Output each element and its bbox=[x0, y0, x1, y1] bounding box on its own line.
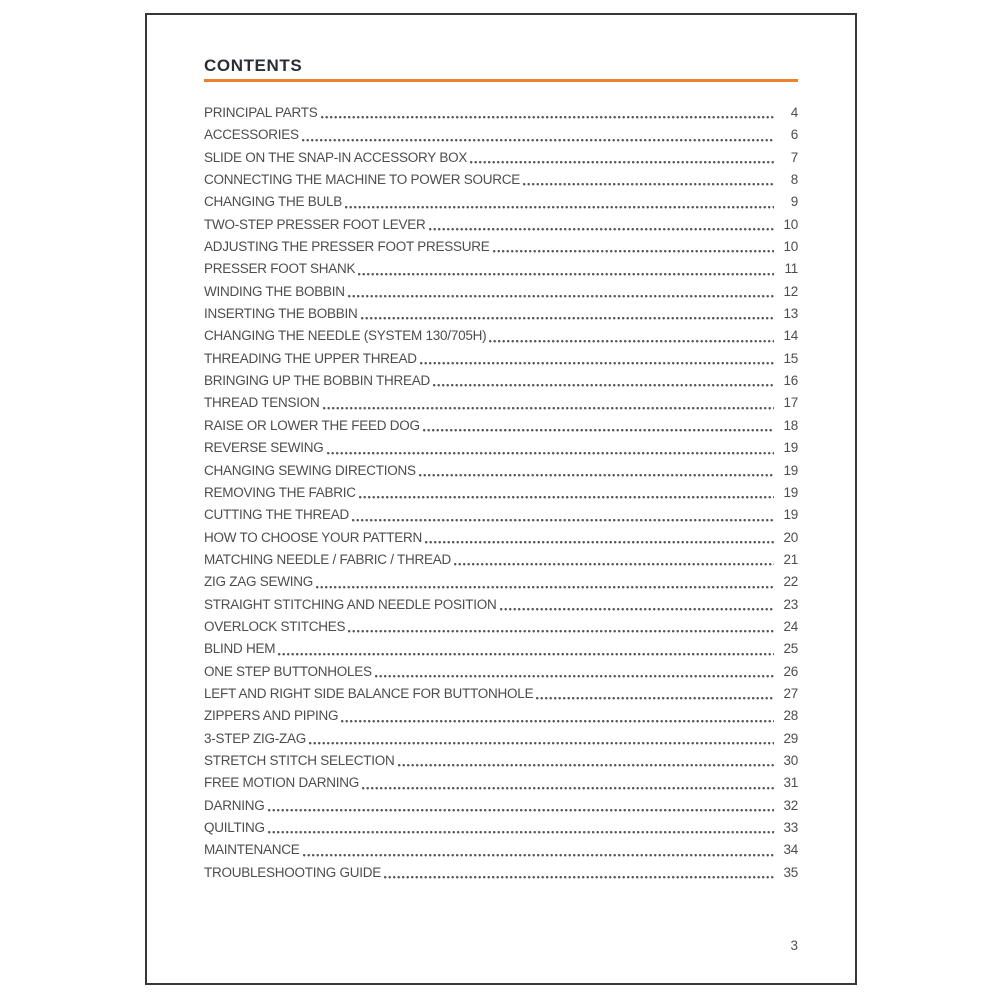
toc-entry-page: 10 bbox=[783, 239, 798, 255]
toc-leader-dots bbox=[303, 839, 774, 861]
toc-entry-page: 21 bbox=[783, 551, 798, 567]
toc-entry-page: 11 bbox=[784, 261, 798, 277]
toc-entry-title: OVERLOCK STITCHES bbox=[204, 618, 346, 634]
toc-entry-page: 30 bbox=[783, 752, 798, 768]
toc-row bbox=[204, 102, 798, 124]
toc-leader-dots bbox=[302, 124, 774, 146]
toc-entry-title: PRINCIPAL PARTS bbox=[204, 105, 318, 120]
toc-leader-dots bbox=[419, 460, 774, 482]
toc-leader-dots bbox=[523, 169, 774, 191]
toc-entry-page: 26 bbox=[783, 663, 798, 679]
toc-entry-title: FREE MOTION DARNING bbox=[204, 775, 360, 791]
page-number: 3 bbox=[790, 938, 798, 953]
toc-leader-dots bbox=[423, 415, 774, 437]
toc-entry-title: ZIPPERS AND PIPING bbox=[204, 708, 339, 724]
toc-entry-page: 19 bbox=[783, 484, 798, 500]
toc-leader-dots bbox=[268, 817, 774, 839]
toc-entry-page: 19 bbox=[783, 507, 798, 523]
toc-leader-dots bbox=[316, 571, 774, 593]
toc-row bbox=[204, 460, 798, 482]
toc-row bbox=[204, 437, 798, 459]
toc-entry-title: INSERTING THE BOBBIN bbox=[204, 306, 358, 322]
toc-entry-page: 27 bbox=[783, 685, 798, 701]
toc-leader-dots bbox=[361, 303, 774, 325]
toc-entry-page: 10 bbox=[783, 216, 798, 232]
heading-accent-rule bbox=[204, 79, 798, 82]
toc-entry-page: 15 bbox=[783, 350, 798, 366]
toc-entry-title: TROUBLESHOOTING GUIDE bbox=[204, 864, 382, 880]
toc-entry-title: 3-STEP ZIG-ZAG bbox=[204, 730, 307, 746]
toc-entry-title: STRETCH STITCH SELECTION bbox=[204, 752, 395, 768]
toc-entry-page: 34 bbox=[783, 842, 798, 858]
toc-leader-dots bbox=[493, 236, 774, 258]
contents-heading: CONTENTS bbox=[204, 56, 303, 75]
toc-leader-dots bbox=[352, 504, 774, 526]
toc-entry-title: BRINGING UP THE BOBBIN THREAD bbox=[204, 373, 431, 389]
toc-leader-dots bbox=[500, 594, 774, 616]
toc-entry-page: 18 bbox=[783, 417, 798, 433]
toc-row bbox=[204, 281, 798, 303]
toc-leader-dots bbox=[384, 862, 774, 884]
toc-row bbox=[204, 839, 798, 861]
toc-leader-dots bbox=[309, 728, 774, 750]
toc-entry-title: THREADING THE UPPER THREAD bbox=[204, 350, 417, 366]
toc-entry-title: WINDING THE BOBBIN bbox=[204, 283, 345, 299]
toc-entry-page: 25 bbox=[783, 641, 798, 657]
toc-entry-title: STRAIGHT STITCHING AND NEEDLE POSITION bbox=[204, 596, 497, 612]
toc-leader-dots bbox=[327, 437, 774, 459]
toc-leader-dots bbox=[489, 325, 774, 347]
toc-leader-dots bbox=[341, 705, 774, 727]
toc-entry-page: 35 bbox=[783, 864, 798, 880]
toc-row bbox=[204, 325, 798, 347]
toc-leader-dots bbox=[278, 638, 774, 660]
toc-entry-page: 24 bbox=[783, 618, 798, 634]
toc-row bbox=[204, 370, 798, 392]
toc-row bbox=[204, 772, 798, 794]
toc-entry-title: DARNING bbox=[204, 797, 265, 813]
toc-entry-title: REVERSE SEWING bbox=[204, 440, 324, 456]
toc-row bbox=[204, 392, 798, 414]
toc-row bbox=[204, 258, 798, 280]
toc-entry-page: 19 bbox=[783, 440, 798, 456]
toc-entry-page: 12 bbox=[783, 283, 798, 299]
toc-entry-title: LEFT AND RIGHT SIDE BALANCE FOR BUTTONHOLE bbox=[204, 685, 534, 701]
toc-row bbox=[204, 862, 798, 884]
toc-entry-page: 29 bbox=[783, 730, 798, 746]
toc-entry-title: BLIND HEM bbox=[204, 641, 276, 657]
toc-entry-title: ACCESSORIES bbox=[204, 127, 299, 143]
toc-row bbox=[204, 504, 798, 526]
toc-entry-title: ZIG ZAG SEWING bbox=[204, 574, 314, 590]
toc-leader-dots bbox=[323, 392, 774, 414]
toc-leader-dots bbox=[362, 772, 774, 794]
toc-list bbox=[204, 102, 798, 884]
toc-leader-dots bbox=[321, 102, 774, 124]
toc-entry-title: SLIDE ON THE SNAP-IN ACCESSORY BOX bbox=[204, 149, 468, 165]
toc-entry-page: 19 bbox=[783, 462, 798, 478]
toc-entry-title: ADJUSTING THE PRESSER FOOT PRESSURE bbox=[204, 239, 490, 255]
toc-row bbox=[204, 661, 798, 683]
toc-row bbox=[204, 616, 798, 638]
toc-leader-dots bbox=[433, 370, 774, 392]
toc-row bbox=[204, 638, 798, 660]
toc-entry-page: 8 bbox=[790, 172, 798, 188]
toc-row bbox=[204, 348, 798, 370]
toc-entry-page: 13 bbox=[783, 306, 798, 322]
toc-entry-page: 14 bbox=[783, 328, 798, 344]
toc-entry-title: CONNECTING THE MACHINE TO POWER SOURCE bbox=[204, 172, 521, 188]
toc-entry-page: 16 bbox=[783, 373, 798, 389]
toc-entry-title: ONE STEP BUTTONHOLES bbox=[204, 663, 372, 679]
toc-row bbox=[204, 728, 798, 750]
toc-row bbox=[204, 124, 798, 146]
toc-leader-dots bbox=[398, 750, 774, 772]
toc-row bbox=[204, 191, 798, 213]
toc-leader-dots bbox=[420, 348, 774, 370]
toc-row bbox=[204, 594, 798, 616]
toc-entry-title: RAISE OR LOWER THE FEED DOG bbox=[204, 417, 420, 433]
toc-entry-page: 28 bbox=[783, 708, 798, 724]
toc-entry-title: CHANGING THE NEEDLE (SYSTEM 130/705H) bbox=[204, 328, 487, 344]
toc-leader-dots bbox=[454, 549, 774, 571]
toc-row bbox=[204, 750, 798, 772]
toc-entry-title: MAINTENANCE bbox=[204, 842, 300, 858]
toc-entry-title: QUILTING bbox=[204, 820, 265, 835]
toc-entry-page: 7 bbox=[790, 149, 798, 165]
toc-leader-dots bbox=[348, 616, 774, 638]
toc-entry-title: TWO-STEP PRESSER FOOT LEVER bbox=[204, 216, 426, 232]
toc-row bbox=[204, 303, 798, 325]
toc-entry-page: 9 bbox=[790, 194, 798, 210]
toc-row bbox=[204, 214, 798, 236]
toc-leader-dots bbox=[348, 281, 774, 303]
toc-row bbox=[204, 817, 798, 839]
toc-entry-page: 4 bbox=[790, 105, 798, 120]
toc-entry-page: 23 bbox=[783, 596, 798, 612]
toc-entry-page: 17 bbox=[783, 395, 798, 411]
page-content bbox=[147, 15, 855, 983]
toc-row bbox=[204, 571, 798, 593]
toc-leader-dots bbox=[358, 258, 774, 280]
toc-row bbox=[204, 415, 798, 437]
toc-row bbox=[204, 795, 798, 817]
toc-row bbox=[204, 683, 798, 705]
toc-leader-dots bbox=[375, 661, 774, 683]
toc-leader-dots bbox=[359, 482, 774, 504]
toc-row bbox=[204, 147, 798, 169]
toc-entry-title: CHANGING SEWING DIRECTIONS bbox=[204, 462, 416, 478]
toc-entry-title: HOW TO CHOOSE YOUR PATTERN bbox=[204, 529, 423, 545]
toc-entry-title: PRESSER FOOT SHANK bbox=[204, 261, 356, 277]
toc-entry-title: REMOVING THE FABRIC bbox=[204, 484, 356, 500]
toc-row bbox=[204, 482, 798, 504]
toc-leader-dots bbox=[345, 191, 774, 213]
toc-entry-page: 22 bbox=[783, 574, 798, 590]
toc-entry-title: CHANGING THE BULB bbox=[204, 194, 343, 210]
toc-row bbox=[204, 169, 798, 191]
page-sheet bbox=[145, 13, 857, 985]
toc-entry-page: 32 bbox=[783, 797, 798, 813]
toc-entry-page: 31 bbox=[783, 775, 798, 791]
toc-entry-page: 33 bbox=[783, 820, 798, 835]
toc-entry-title: CUTTING THE THREAD bbox=[204, 507, 350, 523]
toc-entry-title: THREAD TENSION bbox=[204, 395, 320, 411]
toc-leader-dots bbox=[425, 527, 774, 549]
toc-row bbox=[204, 549, 798, 571]
toc-leader-dots bbox=[536, 683, 774, 705]
toc-row bbox=[204, 527, 798, 549]
toc-row bbox=[204, 236, 798, 258]
toc-leader-dots bbox=[429, 214, 774, 236]
toc-row bbox=[204, 705, 798, 727]
toc-entry-page: 6 bbox=[790, 127, 798, 143]
toc-entry-title: MATCHING NEEDLE / FABRIC / THREAD bbox=[204, 551, 452, 567]
toc-leader-dots bbox=[268, 795, 774, 817]
toc-leader-dots bbox=[470, 147, 774, 169]
toc-entry-page: 20 bbox=[783, 529, 798, 545]
